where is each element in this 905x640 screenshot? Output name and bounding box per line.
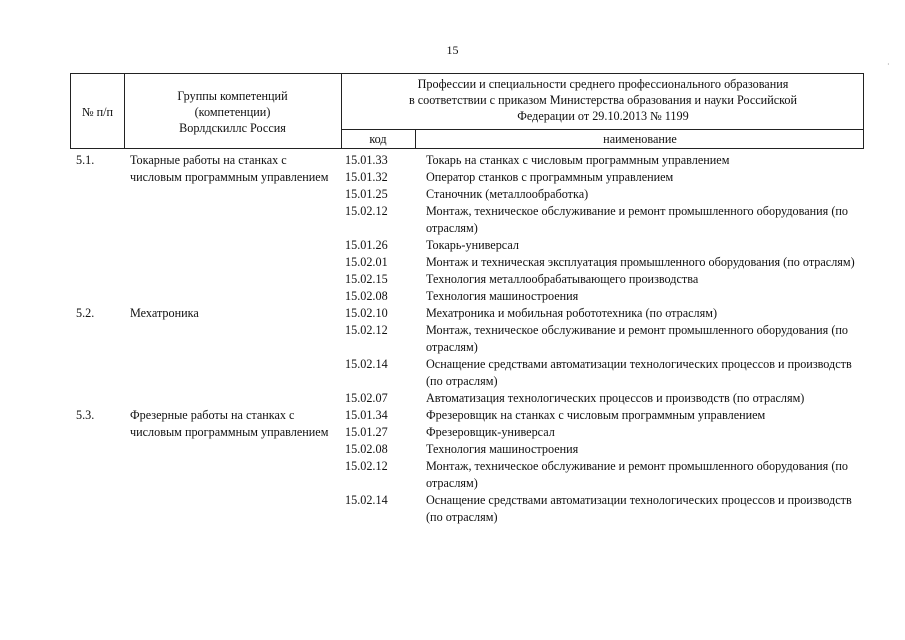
specialty-row [70, 356, 864, 390]
group-row [70, 305, 864, 407]
specialty-row [70, 254, 864, 271]
group-name: Мехатроника [130, 306, 199, 320]
specialty-code: 15.01.27 [345, 425, 388, 439]
specialty-row [70, 271, 864, 288]
specialty-code: 15.02.12 [345, 459, 388, 473]
specialty-code: 15.02.14 [345, 493, 388, 507]
header-group-line: Группы компетенций [177, 89, 288, 103]
specialty-code: 15.01.26 [345, 238, 388, 252]
specialty-name: Мехатроника и мобильная робототехника (по отраслям) [426, 306, 717, 320]
specialty-code: 15.01.32 [345, 170, 388, 184]
header-group-line: (компетенции) [194, 105, 271, 119]
table-header [70, 73, 864, 149]
scan-dot: · [887, 60, 890, 69]
specialty-row [70, 322, 864, 356]
header-num: № п/п [81, 105, 114, 119]
specialty-row [70, 441, 864, 458]
specialty-name: Автоматизация технологических процессов и производств (по отраслям) [426, 391, 805, 405]
header-group-line: Ворлдскиллс Россия [179, 121, 286, 135]
specialty-name: Монтаж, техническое обслуживание и ремонт промышленного оборудования (по отраслям) [426, 323, 848, 354]
specialty-code: 15.02.15 [345, 272, 388, 286]
table-body [70, 152, 864, 526]
specialty-name: Токарь на станках с числовым программным управлением [426, 153, 730, 167]
group-name: Токарные работы на станках с числовым программным управлением [130, 153, 329, 184]
specialty-name: Монтаж, техническое обслуживание и ремонт промышленного оборудования (по отраслям) [426, 204, 848, 235]
specialty-code: 15.02.12 [345, 204, 388, 218]
specialty-code: 15.02.01 [345, 255, 388, 269]
specialty-name: Токарь-универсал [426, 238, 519, 252]
specialty-name: Технология машиностроения [426, 442, 579, 456]
page-number: 15 [446, 43, 459, 57]
specialty-row [70, 186, 864, 203]
specialty-name: Оснащение средствами автоматизации технологических процессов и производств (по отраслям) [426, 357, 852, 388]
group-row [70, 152, 864, 305]
specialty-code: 15.01.25 [345, 187, 388, 201]
specialty-code: 15.02.12 [345, 323, 388, 337]
specialty-name: Фрезеровщик-универсал [426, 425, 555, 439]
specialty-code: 15.02.10 [345, 306, 388, 320]
header-name: наименование [603, 132, 677, 146]
specialty-row [70, 458, 864, 492]
specialty-name: Фрезеровщик на станках с числовым программным управлением [426, 408, 766, 422]
specialty-name: Оператор станков с программным управлением [426, 170, 674, 184]
header-prof-line: Федерации от 29.10.2013 № 1199 [517, 109, 689, 123]
specialty-code: 15.01.34 [345, 408, 388, 422]
specialty-row [70, 237, 864, 254]
header-code: код [369, 132, 387, 146]
header-prof-line: в соответствии с приказом Министерства образования и науки Российской [408, 93, 798, 107]
group-number: 5.3. [76, 408, 95, 422]
specialty-name: Технология металлообрабатывающего производства [426, 272, 699, 286]
group-name: Фрезерные работы на станках с числовым программным управлением [130, 408, 329, 439]
header-group [124, 88, 341, 136]
header-prof-line: Профессии и специальности среднего профессионального образования [417, 77, 789, 91]
specialty-name: Оснащение средствами автоматизации технологических процессов и производств (по отраслям) [426, 493, 852, 524]
header-professions [341, 76, 865, 124]
specialty-code: 15.02.07 [345, 391, 388, 405]
group-number: 5.1. [76, 153, 95, 167]
specialty-name: Монтаж и техническая эксплуатация промышленного оборудования (по отраслям) [426, 255, 855, 269]
specialty-row [70, 492, 864, 526]
specialty-code: 15.02.08 [345, 442, 388, 456]
specialty-name: Станочник (металлообработка) [426, 187, 589, 201]
group-number: 5.2. [76, 306, 95, 320]
specialty-row [70, 203, 864, 237]
specialty-row [70, 390, 864, 407]
specialty-name: Монтаж, техническое обслуживание и ремонт промышленного оборудования (по отраслям) [426, 459, 848, 490]
group-row [70, 407, 864, 526]
specialty-code: 15.01.33 [345, 153, 388, 167]
specialty-code: 15.02.08 [345, 289, 388, 303]
specialty-name: Технология машиностроения [426, 289, 579, 303]
specialty-row [70, 288, 864, 305]
header-subdivider [341, 129, 863, 130]
specialty-code: 15.02.14 [345, 357, 388, 371]
